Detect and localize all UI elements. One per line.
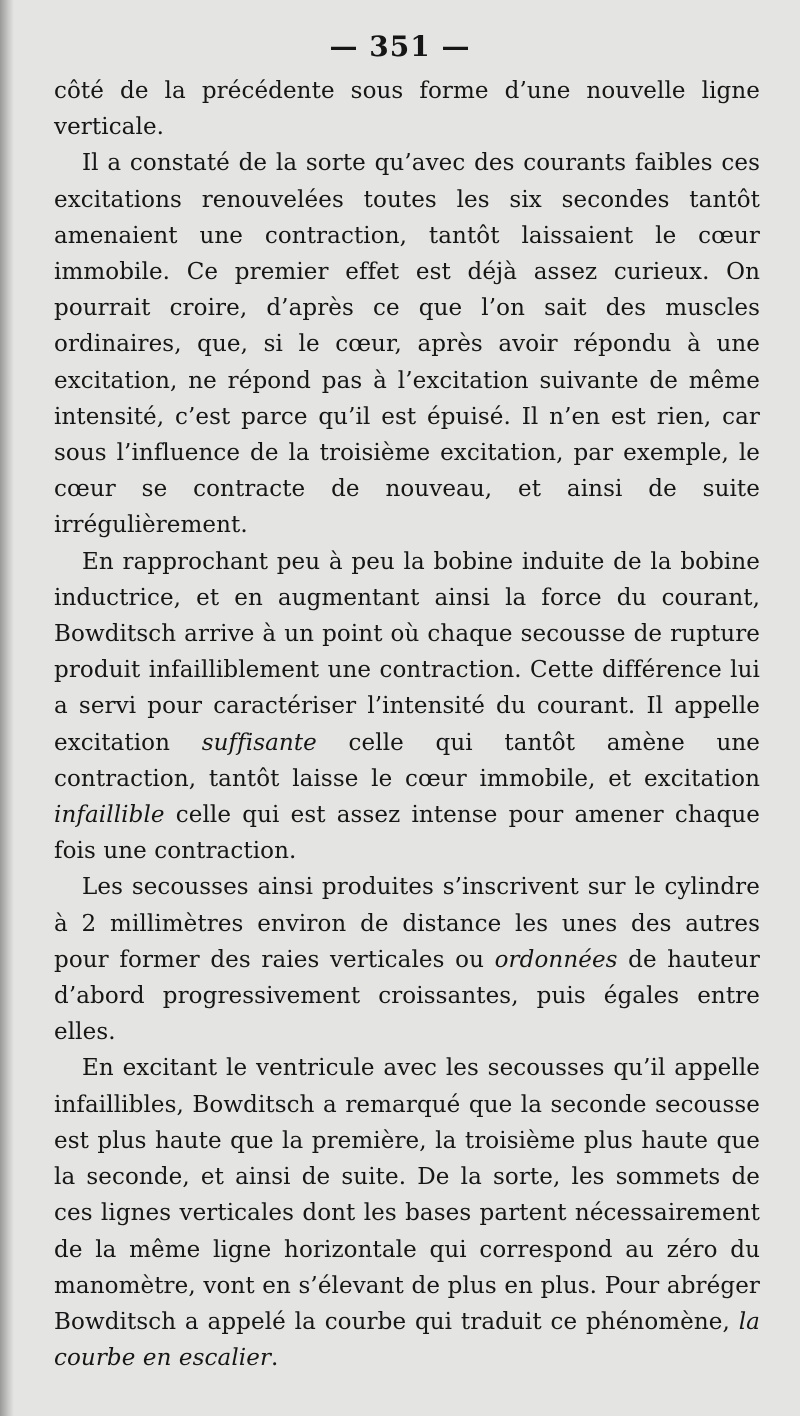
page-binding-edge <box>0 0 14 1416</box>
paragraph <box>54 1050 760 1376</box>
italic-term: suffisante <box>201 729 317 756</box>
italic-term: infaillible <box>54 802 165 829</box>
page-number: — 351 — <box>329 30 471 63</box>
text-run: En rapprochant peu à peu la bobine induite de la bobine inductrice, et en augmentant ainsi la force du courant, Bowditsch arrive à un point où chaque secousse de rupture produit infailliblement une contraction. Cette différence lui a servi pour caractériser l’intensité du courant. Il appelle excitation <box>54 548 760 756</box>
italic-term: la courbe en escalier <box>54 1308 760 1372</box>
paragraph <box>54 145 760 543</box>
paragraph <box>54 73 760 145</box>
text-run: . <box>271 1345 279 1372</box>
text-run: celle qui tantôt amène une contraction, tantôt laisse le cœur immobile, et excitation <box>54 729 760 792</box>
text-run: Les secousses ainsi produites s’inscrivent sur le cylindre à 2 millimètres environ de distance les unes des autres pour former des raies verticales ou <box>54 874 760 973</box>
text-run: celle qui est assez intense pour amener chaque fois une contraction. <box>54 802 760 865</box>
paragraph <box>54 869 760 1050</box>
text-run: En excitant le ventricule avec les secousses qu’il appelle infaillibles, Bowditsch a remarqué que la seconde secousse est plus haute que la première, la troisième plus haute que la seconde, et ainsi de suite. De la sorte, les sommets de ces lignes verticales dont les bases partent nécessairement de la même ligne horizontale qui correspond au zéro du manomètre, vont en s’élevant de plus en plus. Pour abréger Bowditsch a appelé la courbe qui traduit ce phénomène, <box>54 1055 760 1335</box>
paragraph <box>54 544 760 870</box>
text-run: côté de la précédente sous forme d’une nouvelle ligne verticale. <box>54 78 760 141</box>
body-text <box>54 73 760 1376</box>
text-run: de hauteur d’abord progressivement croissantes, puis égales entre elles. <box>54 946 760 1046</box>
text-run: Il a constaté de la sorte qu’avec des courants faibles ces excitations renouvelées toutes les six secondes tantôt amenaient une contraction, tantôt laissaient le cœur immobile. Ce premier effet est déjà assez curieux. On pourrait croire, d’après ce que l’on sait des muscles ordinaires, que, si le cœur, après avoir répondu à une excitation, ne répond pas à l’excitation suivante de même intensité, c’est parce qu’il est épuisé. Il n’en est rien, car sous l’influence de la troisième excitation, par exemple, le cœur se contracte de nouveau, et ainsi de suite irrégulièrement. <box>54 150 760 539</box>
italic-term: ordonnées <box>494 946 618 973</box>
